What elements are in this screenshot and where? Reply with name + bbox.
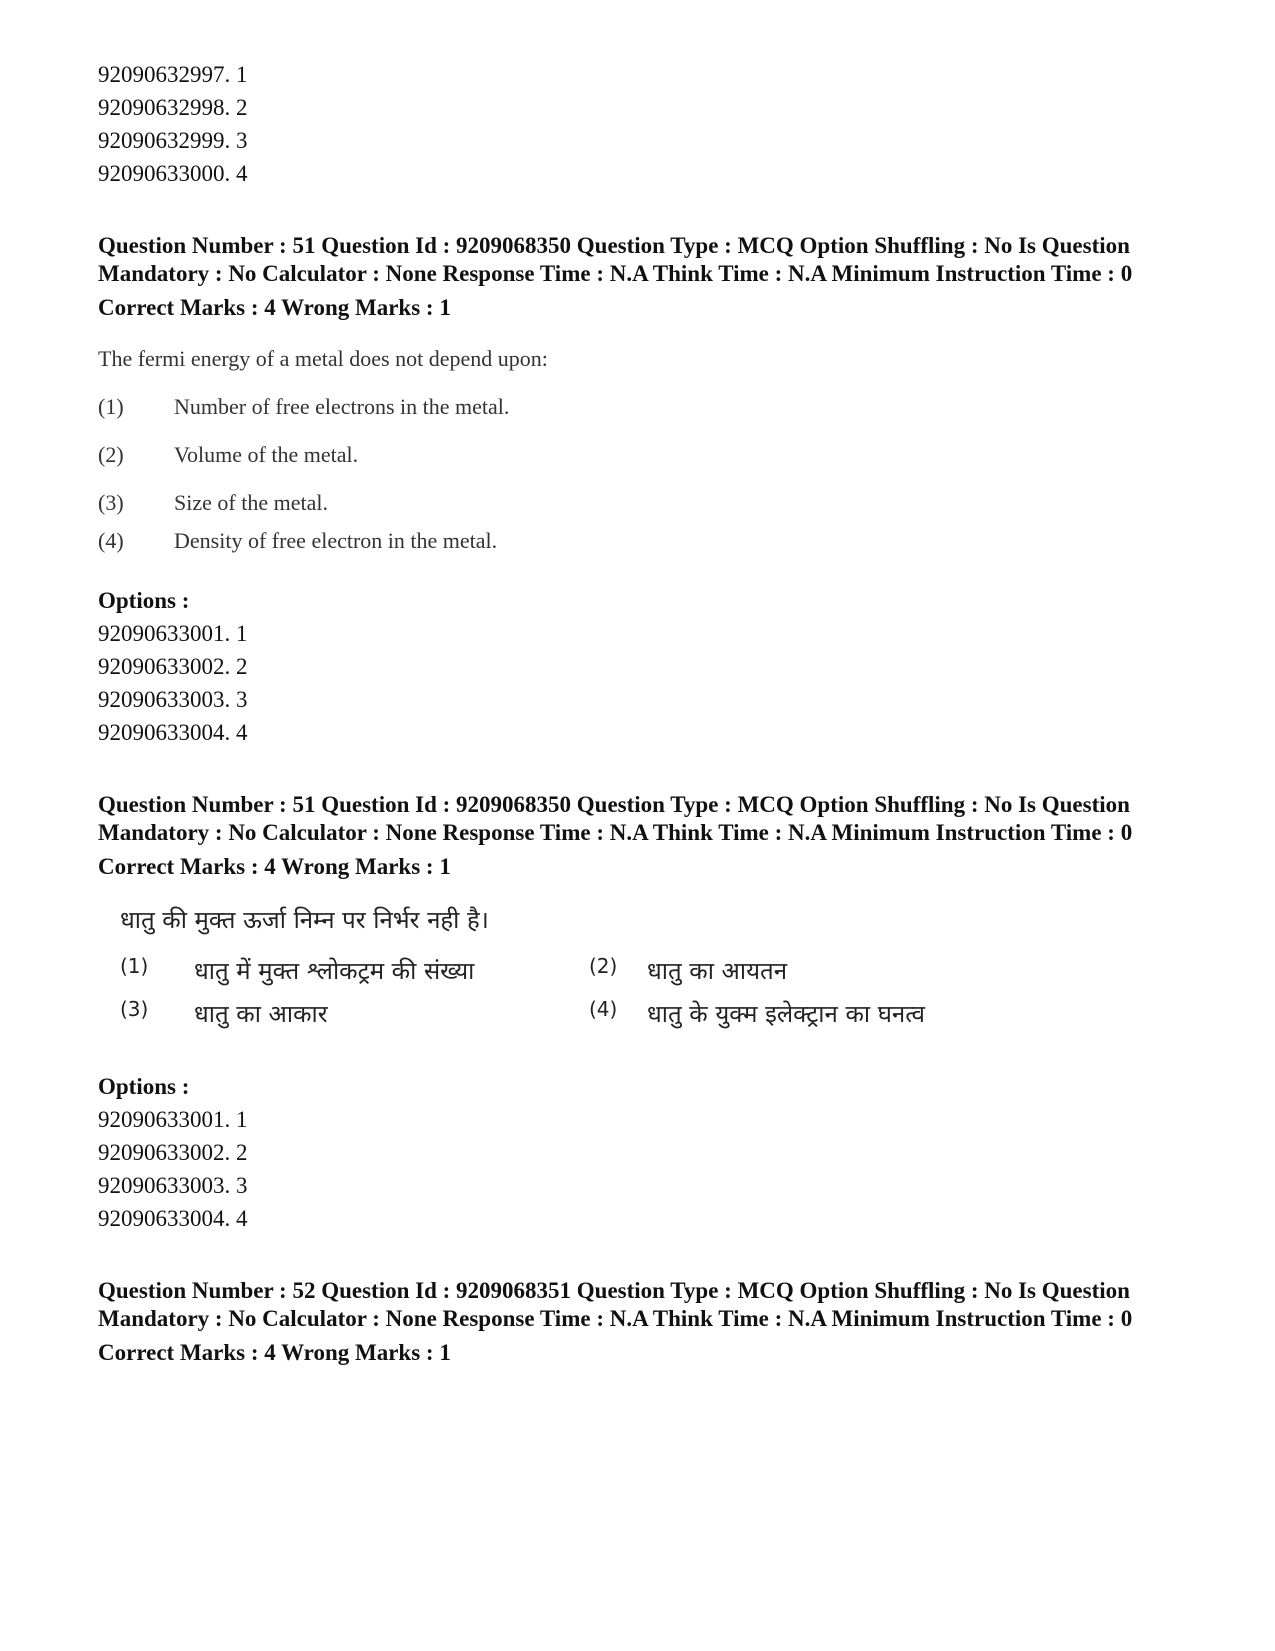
question-marks: Correct Marks : 4 Wrong Marks : 1 <box>98 1340 451 1365</box>
choice-number: (4) <box>98 528 124 553</box>
choice-number: (1) <box>98 394 124 419</box>
choice-number: (4) <box>589 997 618 1021</box>
option-line: 92090633003. 3 <box>98 1173 248 1198</box>
option-line: 92090633002. 2 <box>98 654 248 679</box>
choice-number: (2) <box>98 442 124 467</box>
question-header: Question Number : 51 Question Id : 9209068350 Question Type : MCQ Option Shuffling : No Is Question Mandatory : No Calculator : None Response Time : N.A Think Time : N.A Minimum Instruction Time : 0 <box>98 792 1133 845</box>
question-paper-page <box>98 58 1188 1367</box>
question-choice <box>98 394 1188 420</box>
question-marks: Correct Marks : 4 Wrong Marks : 1 <box>98 854 451 879</box>
option-line: 92090633003. 3 <box>98 687 248 712</box>
question-content <box>98 903 1188 1030</box>
question-block <box>98 791 1188 1235</box>
choice-text: Size of the metal. <box>174 490 328 515</box>
choice-text: धातु का आकार <box>194 1000 328 1028</box>
question-stem: The fermi energy of a metal does not depend upon: <box>98 346 548 371</box>
option-line: 92090633004. 4 <box>98 720 248 745</box>
option-line: 92090633000. 4 <box>98 161 248 186</box>
choice-number: (3) <box>120 997 149 1021</box>
choice-text: Volume of the metal. <box>174 442 359 467</box>
options-label: Options : <box>98 1074 190 1099</box>
question-choice <box>98 442 1188 468</box>
options-label: Options : <box>98 588 190 613</box>
option-line: 92090632999. 3 <box>98 128 248 153</box>
option-line: 92090633004. 4 <box>98 1206 248 1231</box>
question-header: Question Number : 52 Question Id : 9209068351 Question Type : MCQ Option Shuffling : No Is Question Mandatory : No Calculator : None Response Time : N.A Think Time : N.A Minimum Instruction Time : 0 <box>98 1278 1133 1331</box>
choice-text: Number of free electrons in the metal. <box>174 394 510 419</box>
choice-number: (2) <box>589 954 618 978</box>
option-line: 92090633001. 1 <box>98 1107 248 1132</box>
choice-number: (1) <box>120 954 149 978</box>
option-line: 92090632997. 1 <box>98 62 248 87</box>
question-block <box>98 1277 1188 1367</box>
option-line: 92090633001. 1 <box>98 621 248 646</box>
choice-text: Density of free electron in the metal. <box>174 528 498 553</box>
question-header: Question Number : 51 Question Id : 9209068350 Question Type : MCQ Option Shuffling : No Is Question Mandatory : No Calculator : None Response Time : N.A Think Time : N.A Minimum Instruction Time : 0 <box>98 233 1133 286</box>
question-stem: धातु की मुक्त ऊर्जा निम्न पर निर्भर नही है। <box>120 906 489 934</box>
option-line: 92090633002. 2 <box>98 1140 248 1165</box>
question-block <box>98 232 1188 749</box>
choice-text: धातु का आयतन <box>647 957 788 985</box>
choice-text: धातु के युक्म इलेक्ट्रान का घनत्व <box>647 1000 925 1028</box>
question-choice <box>98 528 1188 554</box>
question-choices-grid <box>120 954 1188 1030</box>
question-choice <box>98 490 1188 516</box>
options-list-top <box>98 58 1188 190</box>
choice-text: धातु में मुक्त श्लोकट्रम की संख्या <box>194 957 475 985</box>
option-line: 92090632998. 2 <box>98 95 248 120</box>
choice-number: (3) <box>98 490 124 515</box>
question-content <box>98 346 1188 554</box>
question-marks: Correct Marks : 4 Wrong Marks : 1 <box>98 295 451 320</box>
